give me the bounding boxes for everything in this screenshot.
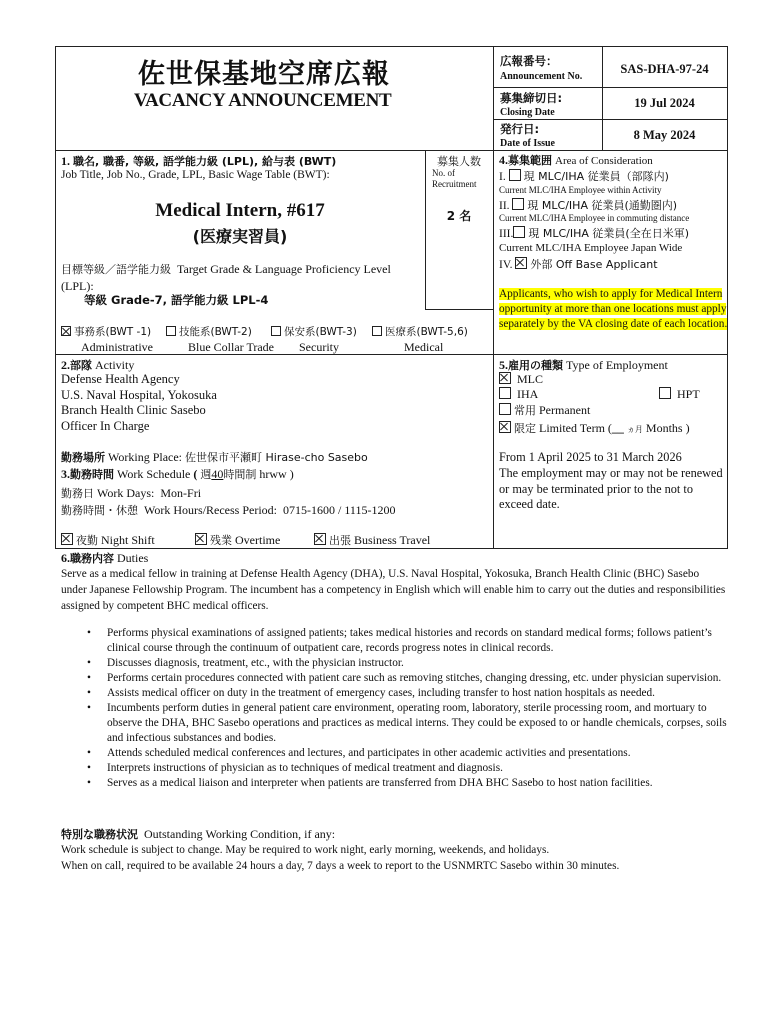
- checkbox-checked-icon: [515, 257, 527, 269]
- section6-top-line: [55, 548, 728, 549]
- bwt-en-administrative: Administrative: [81, 340, 153, 354]
- target-grade-label: 目標等級／語学能力級 Target Grade & Language Proficiency Level (LPL):: [61, 262, 391, 293]
- bwt-option-security[interactable]: 保安系(BWT-3): [271, 324, 381, 339]
- bwt-en-medical: Medical: [404, 340, 444, 354]
- checkbox-unchecked-icon: [509, 169, 521, 181]
- area-option-1[interactable]: I. 現 MLC/IHA 従業員（部隊内): [499, 170, 669, 183]
- working-place: 勤務場所 Working Place: 佐世保市平瀬町 Hirase-cho Sasebo: [61, 450, 368, 464]
- duty-item: • Attends scheduled medical conferences and lectures, and participates in other academic activities and presentations.: [61, 746, 729, 761]
- bwt-option-blue-collar[interactable]: 技能系(BWT-2): [166, 324, 276, 339]
- checkbox-unchecked-icon: [512, 198, 524, 210]
- bwt-en-blue-collar: Blue Collar Trade: [188, 340, 274, 354]
- section2-top-line: [55, 354, 728, 355]
- checkbox-unchecked-icon: [513, 226, 525, 238]
- area-option-2-en: Current MLC/IHA Employee in commuting distance: [499, 213, 690, 223]
- section1-heading: 1. 職名, 職番, 等級, 語学能力級 (LPL), 給与表 (BWT): [61, 154, 337, 168]
- bwt-en-security: Security: [299, 340, 339, 354]
- section1-heading-en: Job Title, Job No., Grade, LPL, Basic Wage Table (BWT):: [61, 169, 330, 181]
- section4-heading: 4.募集範囲 Area of Consideration: [499, 153, 653, 167]
- employment-hpt[interactable]: HPT: [659, 387, 700, 402]
- recruitment-value: 2 名: [446, 209, 472, 223]
- checkbox-checked-icon: [61, 533, 73, 545]
- issue-date-value: 8 May 2024: [633, 128, 696, 142]
- recruitment-label-jp: 募集人数: [437, 155, 481, 168]
- activity-lines: Defense Health Agency U.S. Naval Hospital, Yokosuka Branch Health Clinic Sasebo Officer In Charge: [61, 372, 217, 433]
- duty-item: • Performs certain procedures connected with patient care such as removing stitches, changing dressing, etc. under physician supervision.: [61, 671, 729, 686]
- header-bottom-line: [55, 150, 728, 151]
- term-line: From 1 April 2025 to 31 March 2026: [499, 450, 682, 464]
- title-jp: 佐世保基地空席広報: [138, 59, 390, 90]
- duties-intro: Serve as a medical fellow in training at Defense Health Agency (DHA), U.S. Naval Hospital, Yokosuka, Branch Health Clinic (BHC) Sasebo under Japanese Fellowship Program. The incumbent has a competency in English which will enable him to carry out the duties and responsibilities assigned by competent BHC medical officers.: [61, 568, 726, 612]
- closing-date-value: 19 Jul 2024: [634, 96, 695, 110]
- divider-main: [493, 46, 494, 548]
- header-row-line-1: [493, 87, 727, 88]
- duty-item: • Assists medical officer on duty in the treatment of emergency cases, including transfer to host nation hospitals as needed.: [61, 686, 729, 701]
- work-hours: 勤務時間・休憩 Work Hours/Recess Period: 0715-1600 / 1115-1200: [61, 503, 396, 517]
- section3-heading: 3.勤務時間 Work Schedule ( 週40時間制 hrww ): [61, 467, 294, 481]
- business-travel-option[interactable]: 出張 Business Travel: [314, 532, 430, 548]
- bwt-option-administrative[interactable]: 事務系(BWT -1): [61, 324, 171, 339]
- section6-heading: 6.職務内容 Duties: [61, 551, 149, 565]
- title-en: VACANCY ANNOUNCEMENT: [134, 90, 392, 111]
- area-option-4[interactable]: IV. 外部 Off Base Applicant: [499, 258, 658, 271]
- announcement-no-value: SAS-DHA-97-24: [620, 62, 709, 76]
- checkbox-unchecked-icon: [166, 326, 176, 336]
- area-option-3[interactable]: III. 現 MLC/IHA 従業員(全在日米軍): [499, 227, 689, 240]
- grade-line: 等級 Grade-7, 語学能力級 LPL-4: [84, 293, 269, 307]
- area-option-2[interactable]: II. 現 MLC/IHA 従業員(通勤圏内): [499, 199, 678, 212]
- checkbox-checked-icon: [61, 326, 71, 336]
- night-shift-option[interactable]: 夜勤 Night Shift: [61, 532, 155, 548]
- border-top: [55, 46, 728, 47]
- checkbox-checked-icon: [195, 533, 207, 545]
- employment-iha[interactable]: IHA: [499, 387, 538, 402]
- term-note: The employment may or may not be renewed or may be terminated prior to the not to exceed date.: [499, 466, 723, 511]
- outstanding-heading: 特別な職務状況 Outstanding Working Condition, if any:: [61, 827, 336, 841]
- recruitment-bottom-line: [425, 309, 493, 310]
- duty-item: • Performs physical examinations of assigned patients; takes medical histories and records on standard medical forms; follows patient’s clinical course through the continuum of outpatient care, records progress notes in clinical records.: [61, 626, 729, 656]
- duties-list: [61, 626, 729, 791]
- employment-mlc[interactable]: MLC: [499, 372, 543, 387]
- work-days: 勤務日 Work Days: Mon-Fri: [61, 486, 202, 500]
- checkbox-unchecked-icon: [499, 403, 511, 415]
- employment-permanent[interactable]: 常用 Permanent: [499, 402, 590, 418]
- checkbox-checked-icon: [314, 533, 326, 545]
- bwt-option-medical[interactable]: 医療系(BWT-5,6): [372, 324, 482, 339]
- announcement-no-label: 広報番号： Announcement No.: [500, 54, 583, 82]
- checkbox-checked-icon: [499, 372, 511, 384]
- job-title: Medical Intern, #617: [155, 200, 325, 221]
- closing-date-label: 募集締切日: Closing Date: [500, 91, 563, 118]
- checkbox-checked-icon: [499, 421, 511, 433]
- duty-item: • Serves as a medical liaison and interpreter when patients are transferred from DHA BHC Sasebo to host nation facilities.: [61, 776, 729, 791]
- duty-item: • Discusses diagnosis, treatment, etc., with the physician instructor.: [61, 656, 729, 671]
- duty-item: • Interprets instructions of physician as to techniques of medical treatment and diagnosis.: [61, 761, 729, 776]
- checkbox-unchecked-icon: [659, 387, 671, 399]
- overtime-option[interactable]: 残業 Overtime: [195, 532, 280, 548]
- employment-limited[interactable]: 限定 Limited Term (__ ヵ月 Months ): [499, 420, 690, 436]
- header-row-line-2: [493, 119, 727, 120]
- section5-heading: 5.雇用の種類 Type of Employment: [499, 358, 668, 372]
- checkbox-unchecked-icon: [372, 326, 382, 336]
- outstanding-lines: Work schedule is subject to change. May be required to work night, early morning, weekends, and holidays. When on call, required to be available 24 hours a day, 7 days a week to report to the USNMRTC Sasebo within 30 minutes.: [61, 844, 620, 872]
- checkbox-unchecked-icon: [499, 387, 511, 399]
- checkbox-unchecked-icon: [271, 326, 281, 336]
- area-option-3-en: Current MLC/IHA Employee Japan Wide: [499, 242, 683, 254]
- area-note: Applicants, who wish to apply for Medical Intern opportunity at more than one locations must apply separately by the VA closing date of each location.: [499, 288, 728, 330]
- recruitment-label-en: No. of Recruitment: [432, 168, 477, 189]
- job-title-jp: (医療実習員): [192, 227, 288, 246]
- divider-recruitment-left: [425, 150, 426, 309]
- issue-date-label: 発行日: Date of Issue: [500, 122, 555, 149]
- section2-heading: 2.部隊 Activity: [61, 358, 135, 372]
- border-left: [55, 46, 56, 548]
- area-option-1-en: Current MLC/IHA Employee within Activity: [499, 185, 662, 195]
- duty-item: • Incumbents perform duties in general patient care environment, operating room, laboratory, sterile processing room, and mortuary to observe the DHA, BHC Sasebo operations and practices as medical interns. They could be exposed to or handle chemicals, corpses, soils and infectious substances and bodies.: [61, 701, 729, 746]
